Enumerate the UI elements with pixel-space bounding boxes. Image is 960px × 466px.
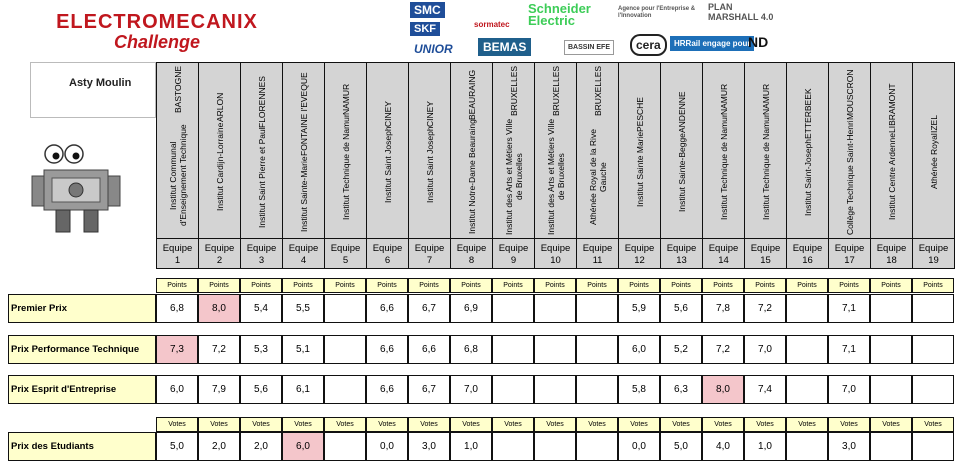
team-number-cell — [451, 239, 493, 269]
team-label: Equipe — [498, 242, 529, 254]
score-cell: 7,0 — [744, 335, 786, 364]
team-number-cell — [493, 239, 535, 269]
unit-cell: Points — [786, 278, 828, 293]
unit-cell: Votes — [786, 417, 828, 432]
school-city: IZEL — [928, 115, 939, 134]
unit-cell: Points — [912, 278, 954, 293]
score-cell — [912, 294, 954, 323]
unit-cell: Votes — [366, 417, 408, 432]
score-cell — [870, 375, 912, 404]
score-cell — [912, 375, 954, 404]
school-name — [158, 66, 198, 238]
score-cell — [786, 294, 828, 323]
team-label: Equipe — [540, 242, 571, 254]
unit-cell: Votes — [744, 417, 786, 432]
school-name-cell — [913, 63, 955, 239]
school-name-cell — [577, 63, 619, 239]
school-name — [242, 66, 282, 238]
score-cell — [576, 375, 618, 404]
score-cell: 6,7 — [408, 375, 450, 404]
score-cell: 5,1 — [282, 335, 324, 364]
score-cell: 5,4 — [240, 294, 282, 323]
school-name — [830, 66, 870, 238]
unit-cell: Points — [450, 278, 492, 293]
score-cell: 5,2 — [660, 335, 702, 364]
score-cell — [534, 294, 576, 323]
school-city: CINEY — [382, 100, 393, 127]
prize-row — [156, 375, 954, 404]
score-cell — [534, 375, 576, 404]
unit-cell: Points — [660, 278, 702, 293]
unit-cell: Points — [156, 278, 198, 293]
score-cell: 6,6 — [366, 375, 408, 404]
school-label: Institut Notre-Dame Beauraing — [466, 119, 477, 235]
school-city: PESCHE — [634, 96, 645, 132]
score-cell: 6,0 — [282, 432, 324, 461]
team-label: Equipe — [414, 242, 445, 254]
score-cell: 2,0 — [240, 432, 282, 461]
score-cell — [492, 294, 534, 323]
unit-row — [156, 417, 954, 432]
school-city: NAMUR — [760, 83, 771, 115]
header — [0, 0, 960, 62]
unit-cell: Points — [618, 278, 660, 293]
unit-cell: Votes — [324, 417, 366, 432]
team-number-cell — [871, 239, 913, 269]
school-name — [578, 66, 618, 238]
unit-cell: Votes — [450, 417, 492, 432]
sormatec-logo: sormatec — [474, 20, 510, 29]
score-cell: 5,5 — [282, 294, 324, 323]
school-name-cell — [535, 63, 577, 239]
bemas-logo: BEMAS — [478, 38, 531, 56]
score-cell: 6,6 — [366, 335, 408, 364]
unit-cell: Votes — [408, 417, 450, 432]
score-cell: 5,9 — [618, 294, 660, 323]
team-number: 14 — [718, 254, 729, 266]
team-number: 5 — [342, 254, 349, 266]
school-name — [284, 66, 324, 238]
team-number: 2 — [216, 254, 223, 266]
score-cell — [324, 294, 366, 323]
team-label: Equipe — [750, 242, 781, 254]
school-label: Institut Sainte Marie — [634, 131, 645, 208]
score-cell — [870, 294, 912, 323]
score-cell: 7,8 — [702, 294, 744, 323]
school-name — [368, 66, 408, 238]
score-cell: 6,8 — [156, 294, 198, 323]
unit-cell: Points — [828, 278, 870, 293]
schneider-logo: Schneider Electric — [528, 1, 591, 28]
score-cell — [786, 335, 828, 364]
score-cell: 6,9 — [450, 294, 492, 323]
prize-label: Prix Performance Technique — [8, 335, 156, 364]
unit-cell: Votes — [492, 417, 534, 432]
unit-cell: Votes — [660, 417, 702, 432]
team-label: Equipe — [582, 242, 613, 254]
score-cell: 7,4 — [744, 375, 786, 404]
school-label: Institut Centre Ardenne — [886, 133, 897, 221]
team-number-cell — [577, 239, 619, 269]
team-number: 10 — [550, 254, 561, 266]
school-label: Institut Technique de Namur — [760, 114, 771, 221]
team-number-cell — [367, 239, 409, 269]
prize-row — [156, 294, 954, 323]
unit-cell: Points — [240, 278, 282, 293]
unit-cell: Points — [366, 278, 408, 293]
team-number: 19 — [928, 254, 939, 266]
school-name — [620, 66, 660, 238]
score-cell: 7,9 — [198, 375, 240, 404]
score-cell — [492, 432, 534, 461]
score-cell: 6,3 — [660, 375, 702, 404]
school-name-cell — [871, 63, 913, 239]
school-name-cell — [241, 63, 283, 239]
sponsor-logos — [408, 0, 788, 60]
unit-cell: Points — [282, 278, 324, 293]
team-number-cell — [661, 239, 703, 269]
school-label: Institut Technique de Namur — [340, 114, 351, 221]
school-city: MOUSCRON — [844, 69, 855, 120]
score-cell — [492, 375, 534, 404]
team-label: Equipe — [372, 242, 403, 254]
score-cell: 5,3 — [240, 335, 282, 364]
team-number: 16 — [802, 254, 813, 266]
score-cell — [912, 335, 954, 364]
score-cell — [324, 432, 366, 461]
team-number: 4 — [300, 254, 307, 266]
score-cell — [870, 335, 912, 364]
aei-logo: Agence pour l'Entreprise & l'Innovation — [618, 6, 696, 19]
score-cell — [786, 375, 828, 404]
score-cell: 7,0 — [828, 375, 870, 404]
school-name-cell — [745, 63, 787, 239]
school-name — [200, 66, 240, 238]
score-cell: 6,6 — [408, 335, 450, 364]
school-label: Institut Saint-Joseph — [802, 138, 813, 216]
school-label: Athénée Royal de la Rive Gauche — [587, 129, 608, 226]
school-label: Institut des Arts et Métiers Ville de Bruxelles — [545, 119, 566, 236]
unit-cell: Points — [576, 278, 618, 293]
unit-cell: Points — [534, 278, 576, 293]
team-number: 12 — [634, 254, 645, 266]
team-number: 13 — [676, 254, 687, 266]
unit-cell: Points — [408, 278, 450, 293]
score-cell: 7,1 — [828, 294, 870, 323]
prize-row — [156, 432, 954, 461]
team-number: 11 — [592, 254, 603, 266]
school-city: NAMUR — [340, 83, 351, 115]
score-cell: 1,0 — [744, 432, 786, 461]
school-name — [914, 66, 954, 238]
team-label: Equipe — [288, 242, 319, 254]
brand-title — [22, 12, 292, 52]
unit-cell: Votes — [198, 417, 240, 432]
cera-logo: cera — [630, 34, 667, 56]
unit-cell: Points — [492, 278, 534, 293]
score-cell: 7,0 — [450, 375, 492, 404]
unit-cell: Votes — [702, 417, 744, 432]
school-city: BASTOGNE — [172, 66, 183, 114]
team-number-cell — [829, 239, 871, 269]
score-cell: 2,0 — [198, 432, 240, 461]
school-label: Institut Technique de Namur — [718, 114, 729, 221]
team-number-cell — [199, 239, 241, 269]
school-label: Collège Technique Saint-Henri — [844, 119, 855, 235]
brand-line-1: ELECTROMECANIX — [56, 11, 258, 33]
team-label: Equipe — [834, 242, 865, 254]
score-cell — [576, 335, 618, 364]
score-cell: 7,2 — [744, 294, 786, 323]
school-city: CINEY — [424, 100, 435, 127]
school-name — [746, 66, 786, 238]
unit-cell: Points — [198, 278, 240, 293]
team-number-cell — [913, 239, 955, 269]
score-cell: 6,0 — [618, 335, 660, 364]
team-number-cell — [535, 239, 577, 269]
school-city: NAMUR — [718, 83, 729, 115]
unit-cell: Votes — [282, 417, 324, 432]
team-number-cell — [787, 239, 829, 269]
score-cell — [576, 432, 618, 461]
score-cell: 6,0 — [156, 375, 198, 404]
score-cell — [492, 335, 534, 364]
team-label: Equipe — [708, 242, 739, 254]
score-cell: 6,6 — [366, 294, 408, 323]
school-name-cell — [451, 63, 493, 239]
team-number-cell — [619, 239, 661, 269]
unit-cell: Votes — [576, 417, 618, 432]
unit-cell: Points — [324, 278, 366, 293]
score-cell: 7,2 — [702, 335, 744, 364]
team-number: 1 — [174, 254, 181, 266]
team-number-cell — [409, 239, 451, 269]
team-label: Equipe — [876, 242, 907, 254]
school-label: Institut Communal d'Enseignement Technique — [167, 124, 188, 227]
school-name — [872, 66, 912, 238]
score-cell: 7,2 — [198, 335, 240, 364]
score-cell — [786, 432, 828, 461]
asty-moulin-logo — [30, 62, 156, 118]
school-city: FONTAINE l'EVEQUE — [298, 72, 309, 157]
score-cell: 5,0 — [660, 432, 702, 461]
side-area — [0, 62, 156, 240]
school-name — [326, 66, 366, 238]
score-cell: 3,0 — [408, 432, 450, 461]
school-label: Institut Cardijn-Lorraine — [214, 122, 225, 211]
team-number-cell — [745, 239, 787, 269]
school-city: ANDENNE — [676, 91, 687, 134]
score-cell: 5,6 — [660, 294, 702, 323]
score-cell: 7,1 — [828, 335, 870, 364]
unit-cell: Votes — [240, 417, 282, 432]
team-label: Equipe — [330, 242, 361, 254]
school-label: Institut Sainte-Marie — [298, 156, 309, 232]
school-city: LIBRAMONT — [886, 83, 897, 134]
team-number-cell — [241, 239, 283, 269]
school-label: Athénée Royal — [928, 133, 939, 189]
unit-cell: Votes — [156, 417, 198, 432]
school-label: Institut des Arts et Métiers Ville de Bruxelles — [503, 119, 524, 236]
team-number: 15 — [760, 254, 771, 266]
team-number: 3 — [258, 254, 265, 266]
school-name-cell — [199, 63, 241, 239]
team-number: 7 — [426, 254, 433, 266]
unit-cell: Votes — [534, 417, 576, 432]
school-name — [452, 66, 492, 238]
school-name-cell — [703, 63, 745, 239]
school-name — [662, 66, 702, 238]
score-cell: 0,0 — [618, 432, 660, 461]
school-name-cell — [157, 63, 199, 239]
score-cell — [534, 335, 576, 364]
school-label: Institut Saint Pierre et Paul — [256, 127, 267, 229]
school-name-cell — [283, 63, 325, 239]
school-name-cell — [325, 63, 367, 239]
score-cell — [534, 432, 576, 461]
school-city: BRUXELLES — [550, 66, 561, 117]
school-city: FLORENNES — [256, 75, 267, 128]
unit-row — [156, 278, 954, 293]
team-label: Equipe — [204, 242, 235, 254]
score-cell: 1,0 — [450, 432, 492, 461]
teams-header-table — [156, 62, 955, 269]
school-name — [704, 66, 744, 238]
unit-cell: Votes — [912, 417, 954, 432]
score-cell: 0,0 — [366, 432, 408, 461]
school-name-cell — [787, 63, 829, 239]
unit-cell: Points — [870, 278, 912, 293]
school-name-cell — [493, 63, 535, 239]
score-cell: 6,7 — [408, 294, 450, 323]
score-cell: 5,8 — [618, 375, 660, 404]
school-name — [494, 66, 534, 238]
school-name-cell — [829, 63, 871, 239]
unit-cell: Points — [702, 278, 744, 293]
score-cell — [324, 375, 366, 404]
unior-logo: UNIOR — [414, 42, 453, 56]
team-label: Equipe — [246, 242, 277, 254]
skf-logo: SKF — [410, 22, 440, 36]
school-name-cell — [367, 63, 409, 239]
team-number: 6 — [384, 254, 391, 266]
school-name — [410, 66, 450, 238]
team-label: Equipe — [792, 242, 823, 254]
school-name-cell — [409, 63, 451, 239]
score-cell: 4,0 — [702, 432, 744, 461]
team-number: 17 — [844, 254, 855, 266]
team-label: Equipe — [162, 242, 193, 254]
team-number-cell — [703, 239, 745, 269]
score-cell — [576, 294, 618, 323]
unit-cell: Points — [744, 278, 786, 293]
team-row — [157, 239, 955, 269]
school-name — [536, 66, 576, 238]
score-cell: 7,3 — [156, 335, 198, 364]
score-cell: 8,0 — [702, 375, 744, 404]
unit-cell: Votes — [618, 417, 660, 432]
score-cell — [912, 432, 954, 461]
score-cell: 8,0 — [198, 294, 240, 323]
score-cell: 6,8 — [450, 335, 492, 364]
prize-label: Prix Esprit d'Entreprise — [8, 375, 156, 404]
team-number: 9 — [510, 254, 517, 266]
team-label: Equipe — [666, 242, 697, 254]
team-label: Equipe — [918, 242, 949, 254]
score-cell: 3,0 — [828, 432, 870, 461]
hrrail-logo: HRRail engage pour — [670, 36, 754, 51]
score-cell: 6,1 — [282, 375, 324, 404]
school-label: Institut Sainte-Begge — [676, 133, 687, 213]
school-city: BEAURAING — [466, 69, 477, 120]
school-name-cell — [619, 63, 661, 239]
bassin-efe-logo: BASSIN EFE — [564, 40, 614, 55]
team-number-cell — [325, 239, 367, 269]
school-row — [157, 63, 955, 239]
score-cell — [870, 432, 912, 461]
school-city: ETTERBEEK — [802, 88, 813, 139]
score-cell — [324, 335, 366, 364]
school-name — [788, 66, 828, 238]
school-name-cell — [661, 63, 703, 239]
plan-marshall-logo: PLAN MARSHALL 4.0 — [708, 2, 774, 22]
prize-label: Premier Prix — [8, 294, 156, 323]
score-cell: 5,6 — [240, 375, 282, 404]
team-number-cell — [283, 239, 325, 269]
unit-cell: Votes — [870, 417, 912, 432]
school-city: BRUXELLES — [592, 66, 603, 117]
nd-logo: ND — [748, 34, 769, 50]
school-label: Institut Saint Joseph — [382, 126, 393, 204]
team-label: Equipe — [624, 242, 655, 254]
prize-row — [156, 335, 954, 364]
team-label: Equipe — [456, 242, 487, 254]
brand-line-2: Challenge — [113, 32, 201, 52]
team-number-cell — [157, 239, 199, 269]
school-label: Institut Saint Joseph — [424, 126, 435, 204]
smc-logo: SMC — [410, 2, 445, 18]
school-city: ARLON — [214, 93, 225, 123]
asty-moulin-title: Asty Moulin — [69, 77, 132, 89]
robot-mascot-icon — [26, 136, 136, 236]
team-number: 18 — [886, 254, 897, 266]
unit-cell: Votes — [828, 417, 870, 432]
prize-label: Prix des Etudiants — [8, 432, 156, 461]
team-number: 8 — [468, 254, 475, 266]
score-cell: 5,0 — [156, 432, 198, 461]
school-city: BRUXELLES — [508, 66, 519, 117]
